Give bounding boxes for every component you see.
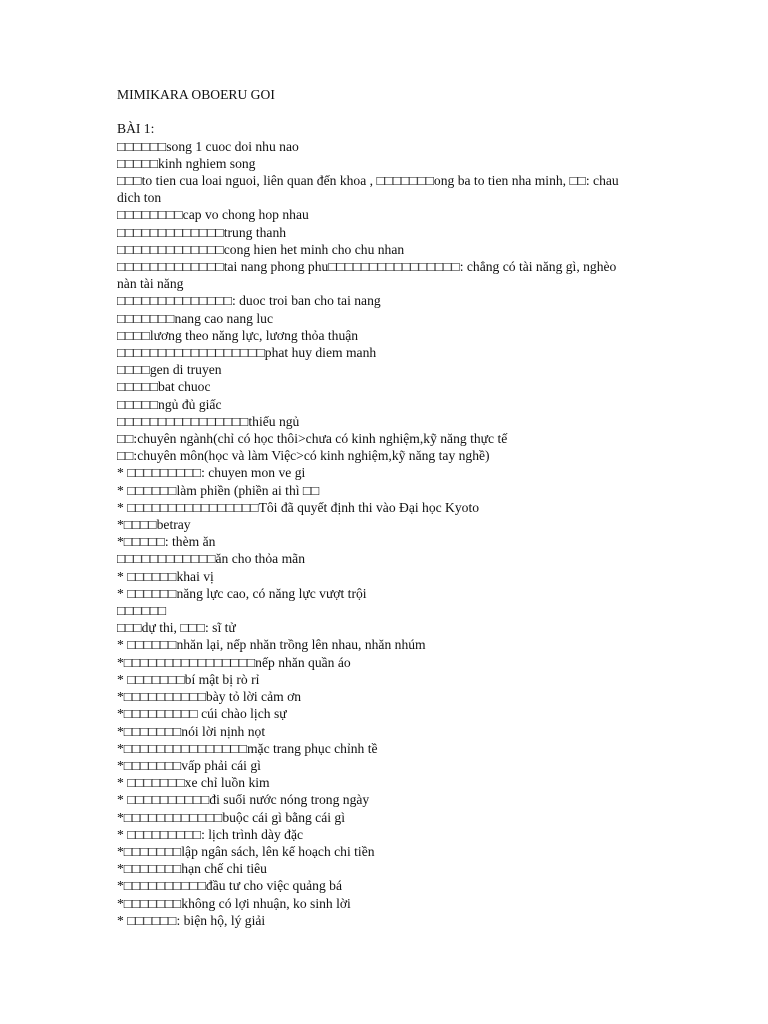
vocabulary-line: □□□dự thi, □□□: sĩ tử: [117, 620, 236, 636]
vocabulary-line: * □□□□□□□□□□đi suối nước nóng trong ngày: [117, 792, 370, 808]
vocabulary-line: □□□□gen di truyen: [117, 362, 222, 378]
vocabulary-line: *□□□□□□□không có lợi nhuận, ko sinh lời: [117, 895, 351, 911]
vocabulary-line: □□□□□bat chuoc: [117, 379, 211, 395]
vocabulary-line: □□:chuyên ngành(chỉ có học thôi>chưa có kinh nghiệm,kỹ năng thực tế: [117, 431, 508, 447]
vocabulary-line: * □□□□□□□xe chỉ luồn kim: [117, 775, 270, 791]
vocabulary-line: □□□□□□□nang cao nang luc: [117, 310, 273, 326]
vocabulary-line: □□□□□□: [117, 603, 167, 619]
vocabulary-line: *□□□□□□□□□□đầu tư cho việc quảng bá: [117, 878, 342, 894]
vocabulary-line: * □□□□□□: biện hộ, lý giải: [117, 912, 266, 928]
vocabulary-line: *□□□□□□□□□□bày tỏ lời cảm ơn: [117, 689, 302, 705]
vocabulary-line: * □□□□□□□□□□□□□□□□Tôi đã quyết định thi vào Đại học Kyoto: [117, 499, 480, 515]
vocabulary-line: □□□□□□□□□□□□□cong hien het minh cho chu nhan: [117, 241, 405, 257]
vocabulary-line: *□□□□□□□nói lời nịnh nọt: [117, 723, 266, 739]
vocabulary-line: *□□□□□□□□□□□□□□□mặc trang phục chỉnh tề: [117, 740, 378, 756]
vocabulary-line: □□□□□□song 1 cuoc doi nhu nao: [117, 138, 299, 154]
vocabulary-list: [117, 138, 637, 929]
vocabulary-line: * □□□□□□làm phiền (phiền ai thì □□: [117, 482, 320, 498]
vocabulary-line: □□□□□□□□□□□□□□: duoc troi ban cho tai nang: [117, 293, 381, 309]
vocabulary-line: *□□□□□□□□□□□□□□□□nếp nhăn quần áo: [117, 654, 351, 670]
vocabulary-line: □□□to tien cua loai nguoi, liên quan đến khoa , □□□□□□□ong ba to tien nha minh, □□: chau dich ton: [117, 173, 619, 206]
vocabulary-line: □□□□□□□□□□□□□□□□thiếu ngủ: [117, 413, 300, 429]
vocabulary-line: □□□□□ngủ đủ giấc: [117, 396, 222, 412]
vocabulary-line: *□□□□□□□□□□□□buộc cái gì bằng cái gì: [117, 809, 346, 825]
vocabulary-line: □□□□□kinh nghiem song: [117, 155, 256, 171]
vocabulary-line: □□□□lương theo năng lực, lương thỏa thuận: [117, 327, 359, 343]
vocabulary-line: *□□□□betray: [117, 517, 191, 533]
vocabulary-line: □□□□□□□□cap vo chong hop nhau: [117, 207, 309, 223]
vocabulary-line: * □□□□□□□bí mật bị rò rỉ: [117, 671, 260, 687]
vocabulary-line: * □□□□□□nhăn lại, nếp nhăn trồng lên nhau, nhăn nhúm: [117, 637, 426, 653]
vocabulary-line: *□□□□□□□lập ngân sách, lên kế hoạch chi tiền: [117, 843, 375, 859]
vocabulary-line: *□□□□□□□hạn chế chi tiêu: [117, 861, 267, 877]
vocabulary-line: * □□□□□□khai vị: [117, 568, 214, 584]
vocabulary-line: * □□□□□□năng lực cao, có năng lực vượt trội: [117, 585, 367, 601]
blank-line: [117, 103, 637, 120]
section-heading: BÀI 1:: [117, 121, 155, 137]
vocabulary-line: *□□□□□□□□□ cúi chào lịch sự: [117, 706, 287, 722]
vocabulary-line: * □□□□□□□□□: chuyen mon ve gi: [117, 465, 306, 481]
vocabulary-line: □□□□□□□□□□□□□trung thanh: [117, 224, 287, 240]
vocabulary-line: □□:chuyên môn(học và làm Việc>có kinh nghiệm,kỹ năng tay nghề): [117, 448, 490, 464]
vocabulary-line: * □□□□□□□□□: lịch trình dày đặc: [117, 826, 304, 842]
document-title: MIMIKARA OBOERU GOI: [117, 87, 275, 102]
vocabulary-line: *□□□□□□□vấp phải cái gì: [117, 757, 261, 773]
document-body: [117, 86, 637, 929]
vocabulary-line: □□□□□□□□□□□□ăn cho thỏa mãn: [117, 551, 305, 567]
vocabulary-line: *□□□□□: thèm ăn: [117, 534, 216, 550]
vocabulary-line: □□□□□□□□□□□□□tai nang phong phu□□□□□□□□□□□□□□□□: chẳng có tài năng gì, nghèo nàn tài năng: [117, 259, 617, 292]
vocabulary-line: □□□□□□□□□□□□□□□□□□phat huy diem manh: [117, 345, 377, 361]
